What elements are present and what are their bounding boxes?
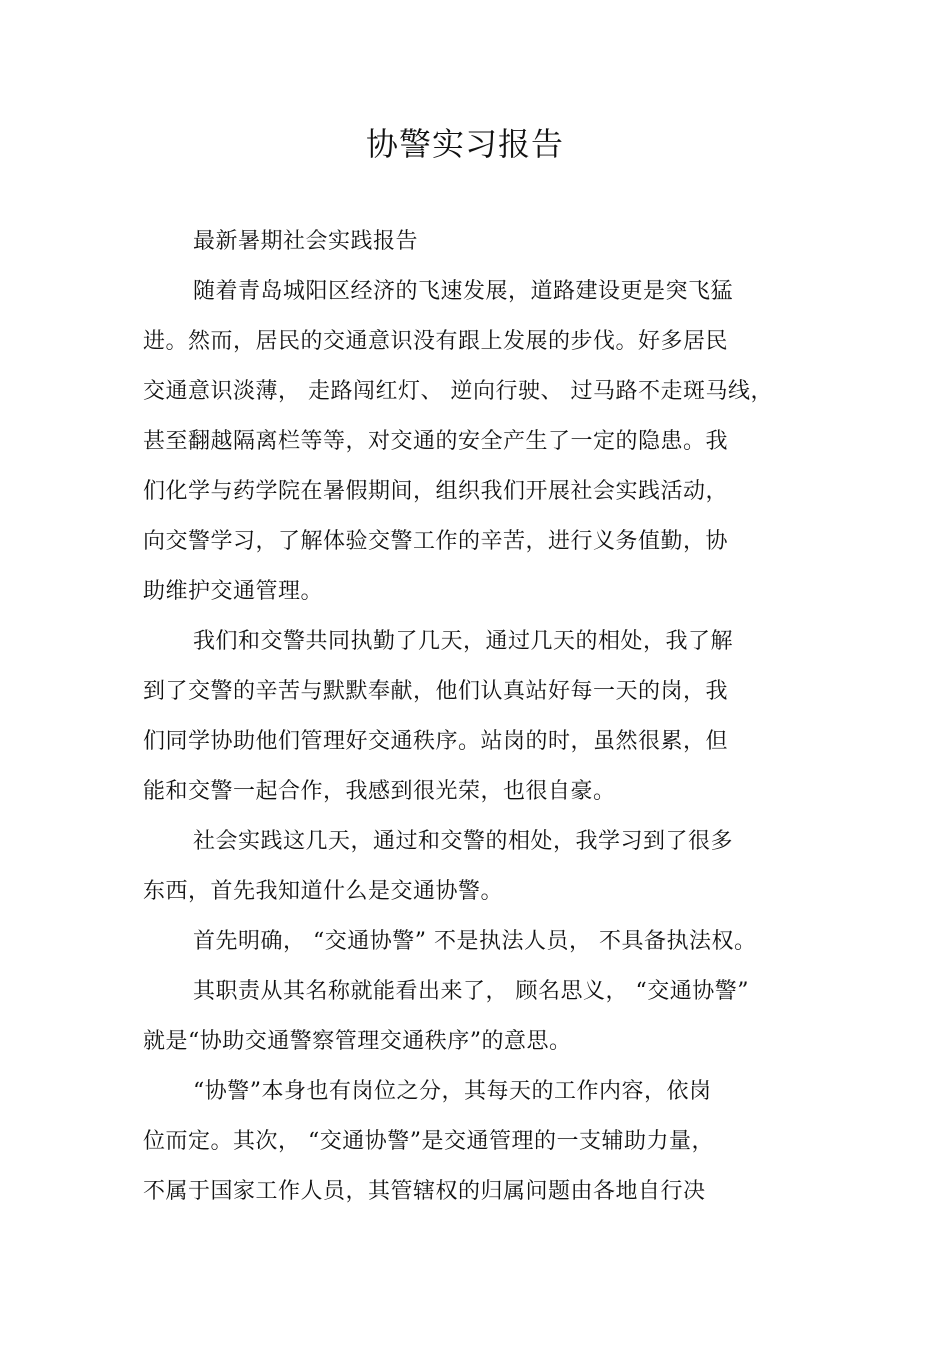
- paragraph-line: 甚至翻越隔离栏等等，对交通的安全产生了一定的隐患。我: [143, 429, 729, 454]
- paragraph-line: 首先明确， “交通协警” 不是执法人员， 不具备执法权。: [193, 929, 757, 954]
- paragraph-line: 们化学与药学院在暑假期间，组织我们开展社会实践活动，: [143, 479, 729, 504]
- paragraph-line: 向交警学习，了解体验交警工作的辛苦，进行义务值勤，协: [143, 529, 729, 554]
- paragraph-line: 社会实践这几天，通过和交警的相处，我学习到了很多: [193, 829, 734, 854]
- paragraph-line: 能和交警一起合作，我感到很光荣，也很自豪。: [143, 779, 616, 804]
- document-title: 协警实习报告: [365, 125, 564, 163]
- paragraph-line: 助维护交通管理。: [143, 579, 324, 604]
- paragraph-line: 随着青岛城阳区经济的飞速发展，道路建设更是突飞猛: [193, 279, 734, 304]
- paragraph-line: 位而定。其次， “交通协警”是交通管理的一支辅助力量，: [143, 1129, 714, 1154]
- paragraph-line: 到了交警的辛苦与默默奉献，他们认真站好每一天的岗，我: [143, 679, 729, 704]
- paragraph-line: 我们和交警共同执勤了几天，通过几天的相处，我了解: [193, 629, 734, 654]
- paragraph-line: 其职责从其名称就能看出来了， 顾名思义， “交通协警”: [193, 979, 749, 1004]
- paragraph-line: 交通意识淡薄， 走路闯红灯、 逆向行驶、 过马路不走斑马线，: [143, 379, 773, 404]
- paragraph-line: 进。然而，居民的交通意识没有跟上发展的步伐。好多居民: [143, 329, 729, 354]
- paragraph-line: 就是“协助交通警察管理交通秩序”的意思。: [143, 1029, 572, 1054]
- paragraph-line: 东西，首先我知道什么是交通协警。: [143, 879, 504, 904]
- subtitle-line: 最新暑期社会实践报告: [193, 229, 419, 254]
- paragraph-line: 不属于国家工作人员，其管辖权的归属问题由各地自行决: [143, 1179, 706, 1204]
- paragraph-line: “协警”本身也有岗位之分，其每天的工作内容，依岗: [193, 1079, 712, 1104]
- paragraph-line: 们同学协助他们管理好交通秩序。站岗的时，虽然很累，但: [143, 729, 729, 754]
